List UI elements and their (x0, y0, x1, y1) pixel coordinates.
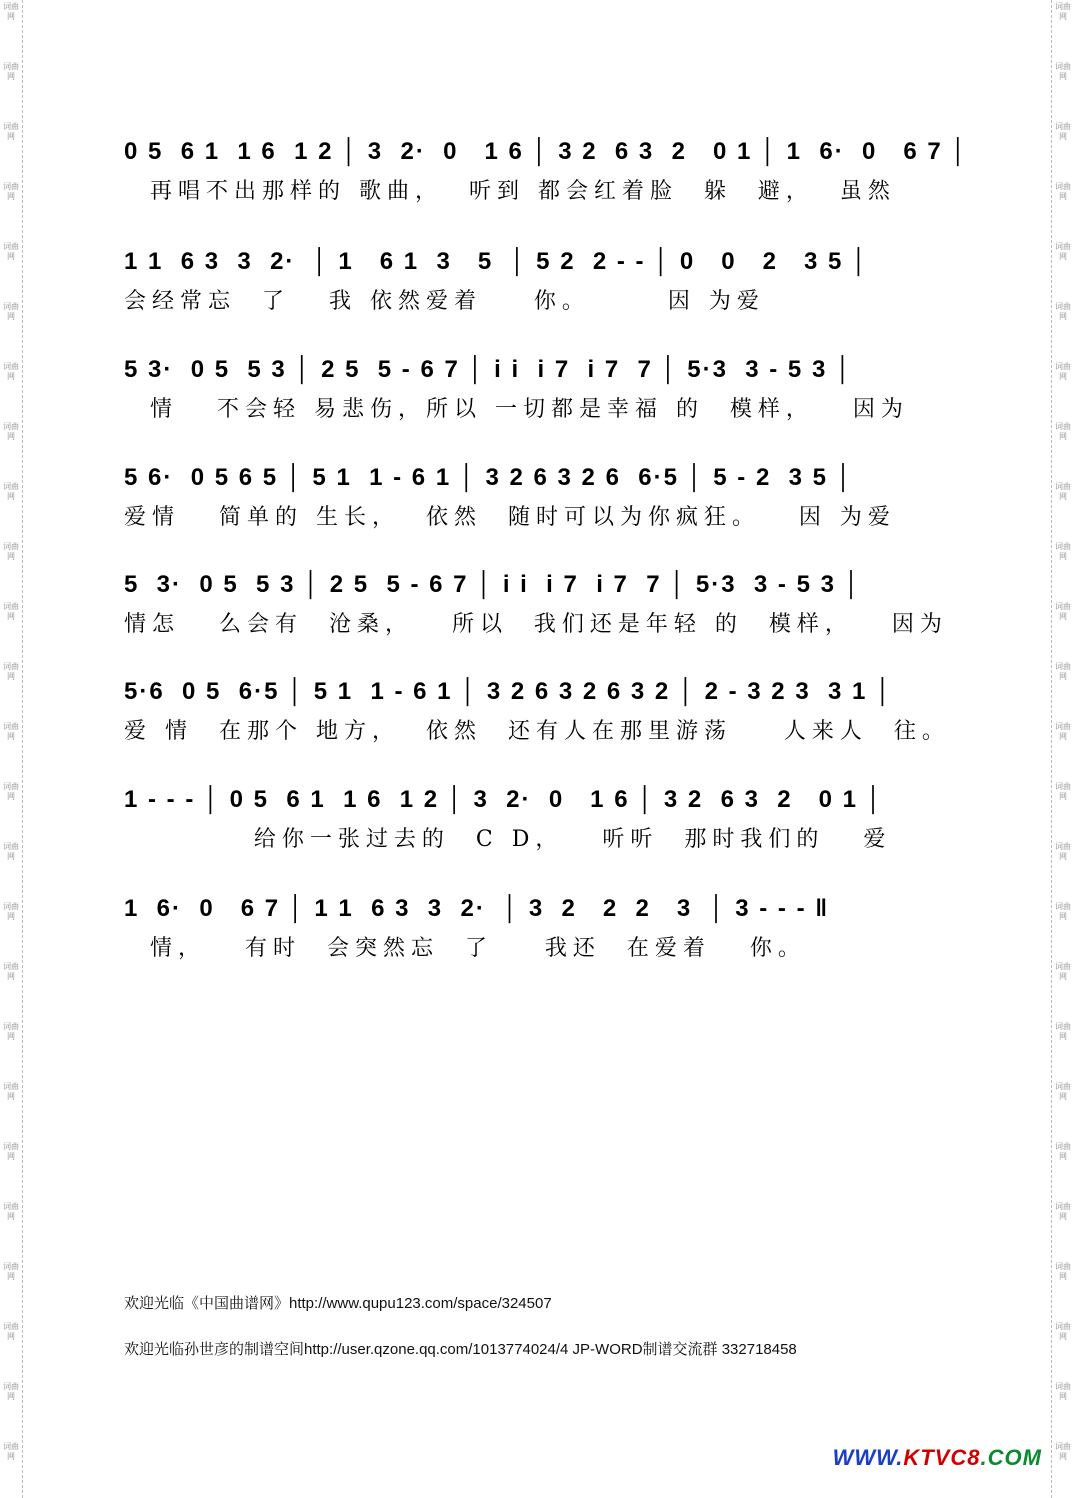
margin-watermark: 词曲网 (1055, 962, 1071, 981)
lyrics-line: 爱情 简单的 生长， 依然 随时可以为你疯狂。 因 为爱 (124, 505, 896, 530)
lyrics-line: 情 不会轻 易悲伤，所以 一切都是幸福 的 模样， 因为 (124, 397, 909, 422)
margin-watermark: 词曲网 (3, 1262, 19, 1281)
lyrics-line: 爱 情 在那个 地方， 依然 还有人在那里游荡 人来人 往。 (124, 719, 950, 744)
margin-watermark: 词曲网 (3, 542, 19, 561)
margin-watermark: 词曲网 (3, 902, 19, 921)
margin-watermark: 词曲网 (1055, 182, 1071, 201)
score-system-3 (124, 348, 954, 428)
margin-watermark: 词曲网 (3, 1202, 19, 1221)
margin-watermark: 词曲网 (3, 362, 19, 381)
margin-watermark: 词曲网 (1055, 422, 1071, 441)
margin-watermark: 词曲网 (3, 182, 19, 201)
margin-watermark: 词曲网 (3, 122, 19, 141)
score-system-1 (124, 130, 969, 210)
notation-line: 5 6· 0 5 6 5 │ 5 1 1 - 6 1 │ 3 2 6 3 2 6 6·5 │ 5 - 2 3 5 │ (124, 464, 854, 491)
footer-welcome-qzone: 欢迎光临孙世彦的制谱空间http://user.qzone.qq.com/1013774024/4 JP-WORD制谱交流群 332718458 (124, 1341, 797, 1358)
notation-line: 5 3· 0 5 5 3 │ 2 5 5 - 6 7 │ i i i 7 i 7 7 │ 5·3 3 - 5 3 │ (124, 356, 853, 383)
lyrics-line: 情， 有时 会突然忘 了 我还 在爱着 你。 (124, 936, 806, 961)
margin-watermark: 词曲网 (3, 242, 19, 261)
margin-watermark: 词曲网 (1055, 1262, 1071, 1281)
score-system-6 (124, 670, 954, 750)
footer-welcome-qupu: 欢迎光临《中国曲谱网》http://www.qupu123.com/space/324507 (124, 1295, 552, 1312)
margin-watermark: 词曲网 (1055, 302, 1071, 321)
notation-line: 1 - - - │ 0 5 6 1 1 6 1 2 │ 3 2· 0 1 6 │ 3 2 6 3 2 0 1 │ (124, 786, 884, 813)
site-logo (833, 1445, 1042, 1471)
margin-watermark: 词曲网 (1055, 1202, 1071, 1221)
notation-line: 0 5 6 1 1 6 1 2 │ 3 2· 0 1 6 │ 3 2 6 3 2 0 1 │ 1 6· 0 6 7 │ (124, 138, 969, 165)
margin-watermark: 词曲网 (1055, 2, 1071, 21)
margin-watermark: 词曲网 (1055, 1142, 1071, 1161)
margin-watermark: 词曲网 (3, 1142, 19, 1161)
score-system-7 (124, 778, 954, 858)
margin-watermark: 词曲网 (3, 1082, 19, 1101)
logo-part-ktvc8: KTVC8 (903, 1445, 981, 1470)
margin-watermark: 词曲网 (1055, 122, 1071, 141)
margin-watermark: 词曲网 (1055, 1022, 1071, 1041)
margin-watermark: 词曲网 (3, 842, 19, 861)
margin-watermark: 词曲网 (3, 722, 19, 741)
margin-watermark: 词曲网 (3, 482, 19, 501)
margin-watermark: 词曲网 (3, 602, 19, 621)
lyrics-line: 会经常忘 了 我 依然爱着 你。 因 为爱 (124, 289, 765, 314)
margin-watermark: 词曲网 (1055, 542, 1071, 561)
margin-watermark: 词曲网 (1055, 482, 1071, 501)
margin-watermark: 词曲网 (3, 1322, 19, 1341)
logo-part-com: .COM (980, 1445, 1042, 1470)
lyrics-line: 给你一张过去的 C D， 听听 那时我们的 爱 (124, 827, 892, 852)
margin-watermark: 词曲网 (1055, 662, 1071, 681)
margin-watermark: 词曲网 (1055, 62, 1071, 81)
margin-watermark: 词曲网 (1055, 1382, 1071, 1401)
margin-watermark: 词曲网 (3, 962, 19, 981)
score-system-8 (124, 887, 954, 967)
notation-line: 5·6 0 5 6·5 │ 5 1 1 - 6 1 │ 3 2 6 3 2 6 3 2 │ 2 - 3 2 3 3 1 │ (124, 678, 894, 705)
margin-watermark: 词曲网 (1055, 902, 1071, 921)
logo-part-www: WWW. (832, 1445, 904, 1470)
score-system-5 (124, 563, 954, 643)
margin-watermark: 词曲网 (1055, 1322, 1071, 1341)
margin-watermark: 词曲网 (3, 62, 19, 81)
margin-watermark: 词曲网 (3, 302, 19, 321)
margin-watermark: 词曲网 (1055, 842, 1071, 861)
lyrics-line: 再唱不出那样的 歌曲， 听到 都会红着脸 躲 避， 虽然 (124, 179, 896, 204)
score-system-4 (124, 456, 954, 536)
margin-watermark: 词曲网 (3, 2, 19, 21)
lyrics-line: 情怎 么会有 沧桑， 所以 我们还是年轻 的 模样， 因为 (124, 612, 948, 637)
margin-watermark: 词曲网 (1055, 782, 1071, 801)
notation-line: 5 3· 0 5 5 3 │ 2 5 5 - 6 7 │ i i i 7 i 7 7 │ 5·3 3 - 5 3 │ (124, 571, 862, 598)
margin-watermark: 词曲网 (1055, 722, 1071, 741)
margin-watermark: 词曲网 (3, 422, 19, 441)
right-margin-strip (1051, 0, 1074, 1498)
notation-line: 1 1 6 3 3 2· │ 1 6 1 3 5 │ 5 2 2 - - │ 0 0 2 3 5 │ (124, 248, 869, 275)
margin-watermark: 词曲网 (1055, 1082, 1071, 1101)
margin-watermark: 词曲网 (1055, 1442, 1071, 1461)
margin-watermark: 词曲网 (3, 1022, 19, 1041)
margin-watermark: 词曲网 (1055, 362, 1071, 381)
left-margin-strip (0, 0, 23, 1498)
margin-watermark: 词曲网 (1055, 602, 1071, 621)
margin-watermark: 词曲网 (1055, 242, 1071, 261)
margin-watermark: 词曲网 (3, 662, 19, 681)
score-system-2 (124, 240, 954, 320)
margin-watermark: 词曲网 (3, 782, 19, 801)
notation-line: 1 6· 0 6 7 │ 1 1 6 3 3 2· │ 3 2 2 2 3 │ 3 - - - ‖ (124, 895, 830, 922)
margin-watermark: 词曲网 (3, 1382, 19, 1401)
margin-watermark: 词曲网 (3, 1442, 19, 1461)
